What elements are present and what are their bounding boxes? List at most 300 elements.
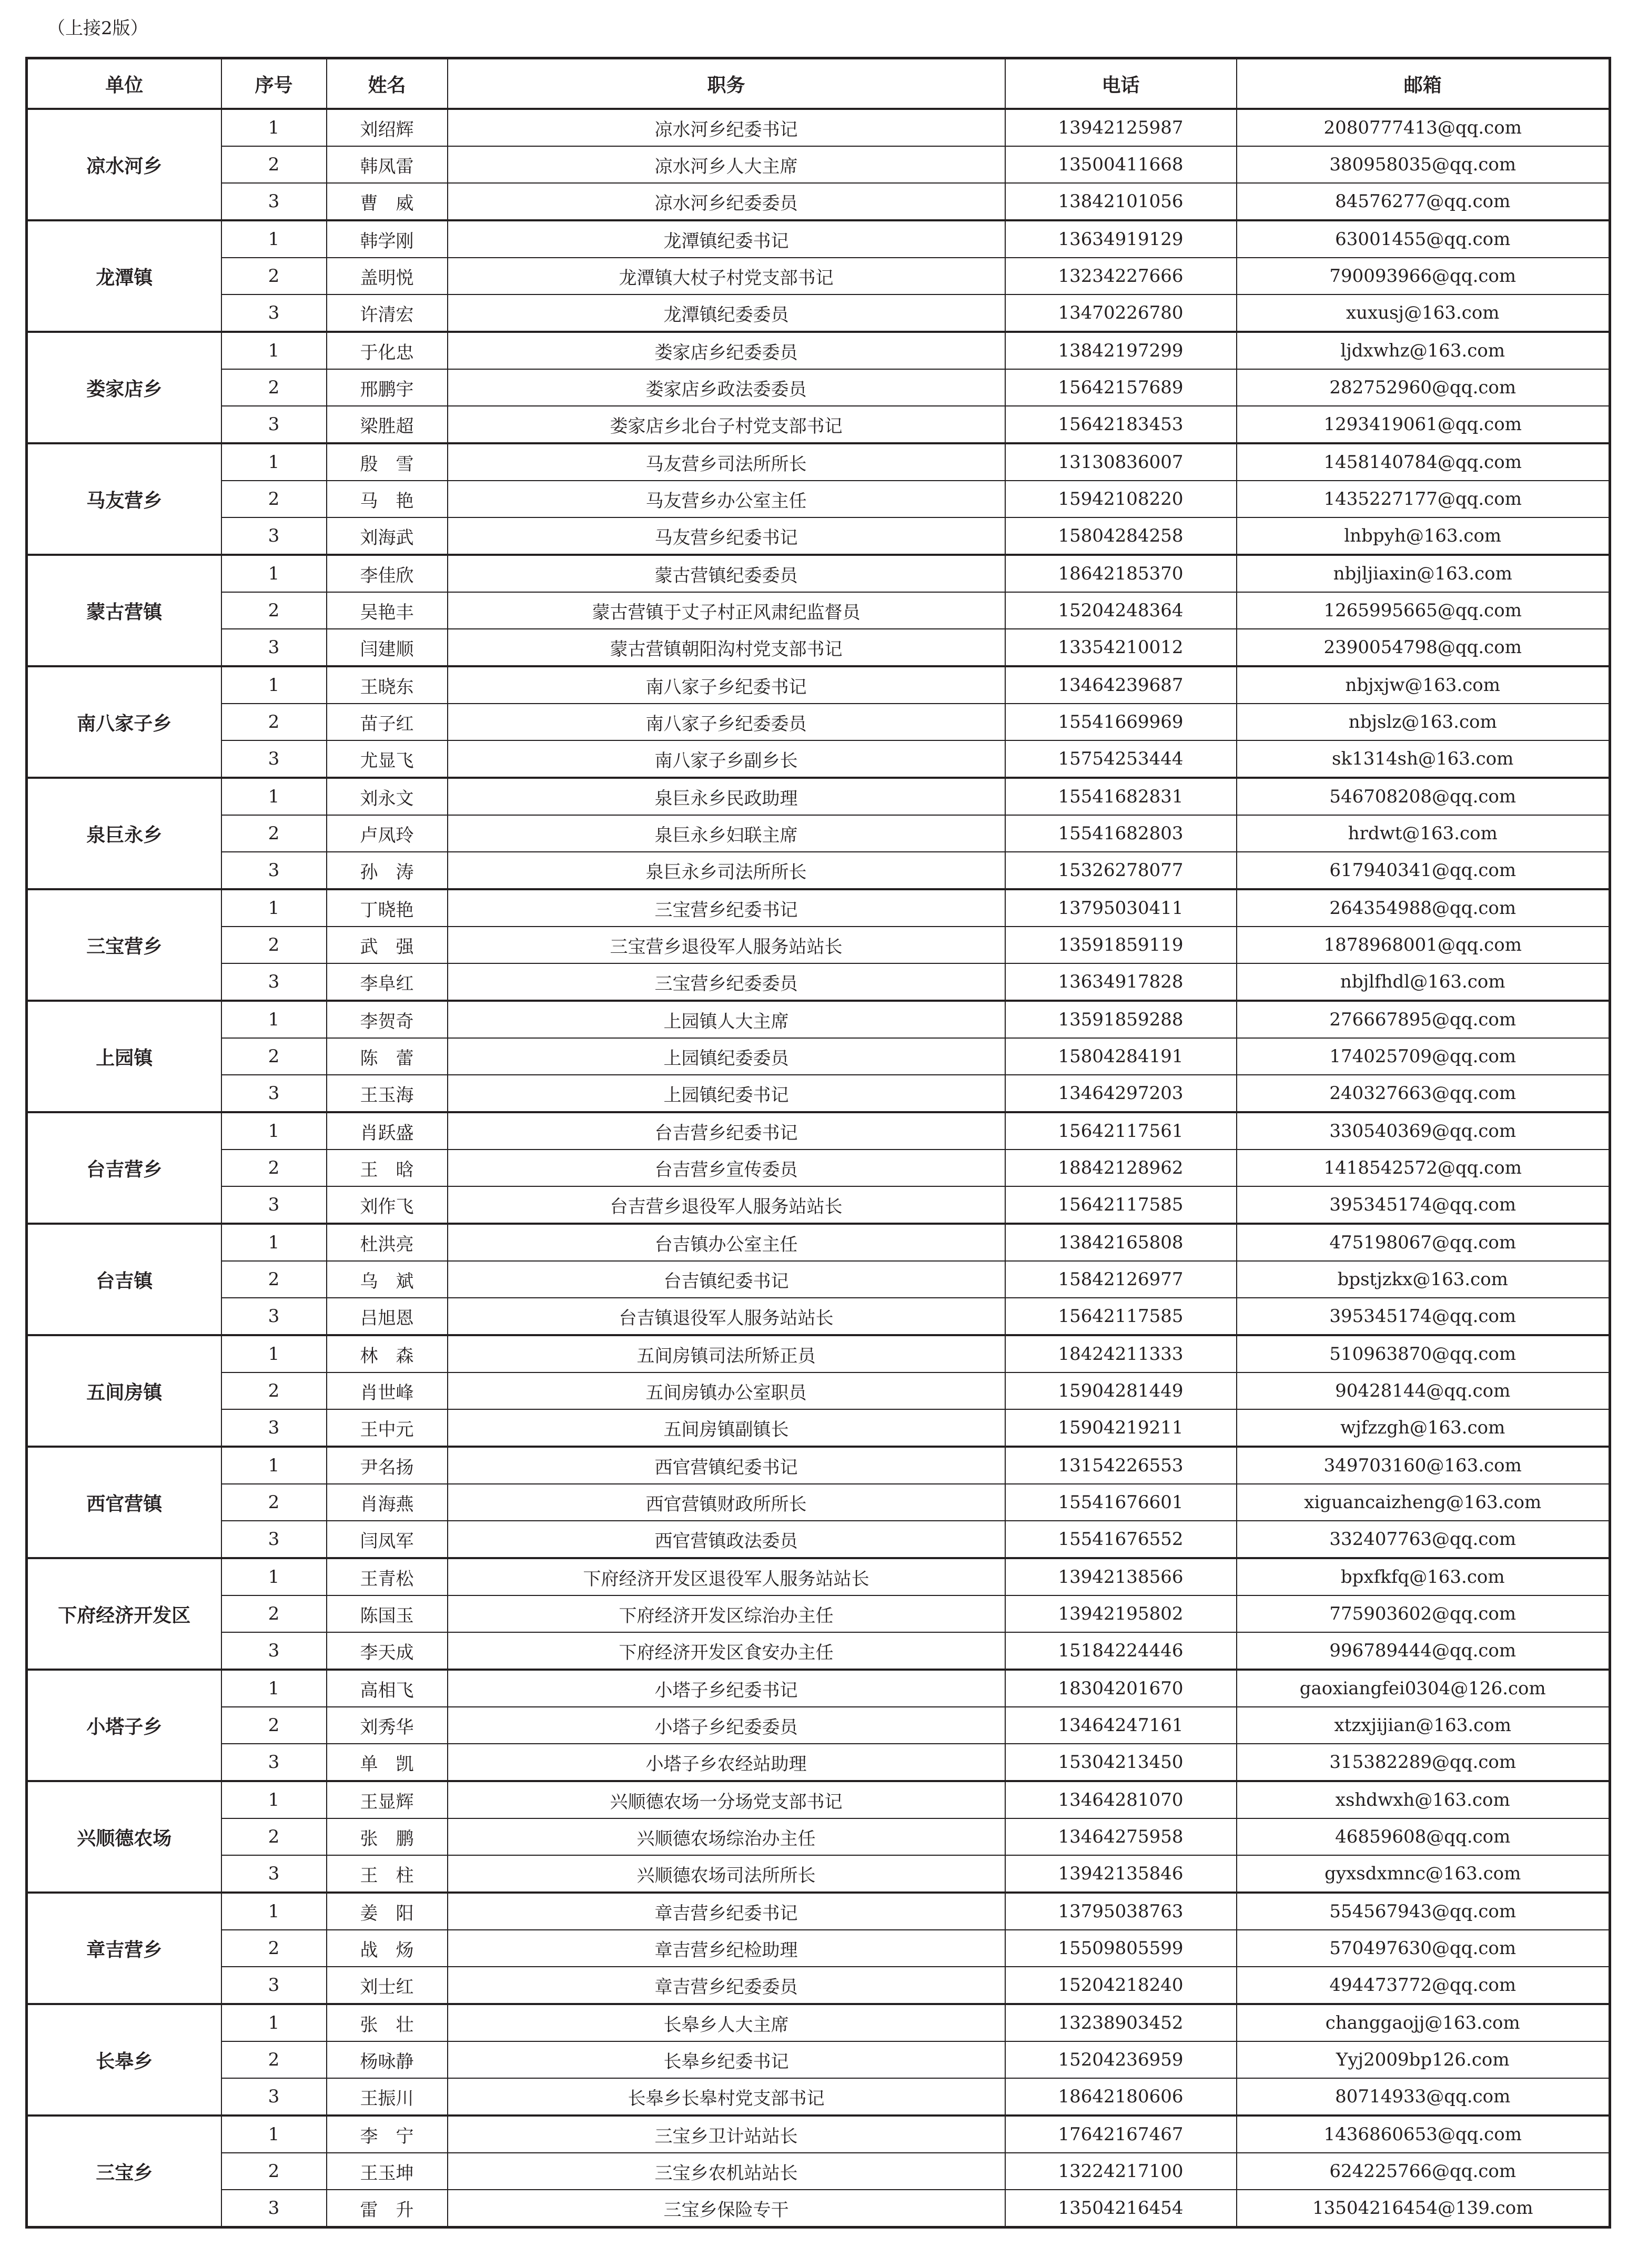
position-cell: 章吉营乡纪检助理	[448, 1930, 1005, 1967]
table-row	[27, 889, 1610, 927]
email-cell: 510963870@qq.com	[1237, 1335, 1610, 1372]
position-cell: 龙潭镇纪委书记	[448, 220, 1005, 258]
position-cell: 南八家子乡纪委书记	[448, 666, 1005, 704]
unit-cell: 西官营镇	[27, 1447, 221, 1558]
position-cell: 泉巨永乡妇联主席	[448, 815, 1005, 852]
position-cell: 泉巨永乡民政助理	[448, 778, 1005, 815]
phone-cell: 15204236959	[1005, 2041, 1237, 2078]
phone-cell: 15904281449	[1005, 1372, 1237, 1409]
name-cell: 杨咏静	[327, 2041, 448, 2078]
name-cell: 卢凤玲	[327, 815, 448, 852]
name-cell: 曹 威	[327, 183, 448, 220]
header-position: 职务	[448, 58, 1005, 109]
position-cell: 马友营乡司法所所长	[448, 443, 1005, 481]
table-row	[27, 481, 1610, 517]
phone-cell: 13238903452	[1005, 2004, 1237, 2041]
email-cell: 494473772@qq.com	[1237, 1967, 1610, 2004]
phone-cell: 15204218240	[1005, 1967, 1237, 2004]
header-email: 邮箱	[1237, 58, 1610, 109]
table-row	[27, 369, 1610, 406]
name-cell: 高相飞	[327, 1670, 448, 1707]
name-cell: 刘作飞	[327, 1186, 448, 1224]
unit-cell: 南八家子乡	[27, 666, 221, 778]
name-cell: 马 艳	[327, 481, 448, 517]
name-cell: 孙 涛	[327, 852, 448, 889]
phone-cell: 13842197299	[1005, 332, 1237, 369]
phone-cell: 17642167467	[1005, 2116, 1237, 2153]
position-cell: 章吉营乡纪委书记	[448, 1893, 1005, 1930]
seq-cell: 2	[221, 481, 327, 517]
position-cell: 台吉镇退役军人服务站站长	[448, 1298, 1005, 1335]
phone-cell: 15804284258	[1005, 517, 1237, 555]
name-cell: 王晓东	[327, 666, 448, 704]
name-cell: 尹名扬	[327, 1447, 448, 1484]
table-row	[27, 2116, 1610, 2153]
phone-cell: 13842101056	[1005, 183, 1237, 220]
email-cell: 13504216454@139.com	[1237, 2190, 1610, 2228]
seq-cell: 1	[221, 1335, 327, 1372]
phone-cell: 15541669969	[1005, 704, 1237, 740]
position-cell: 下府经济开发区食安办主任	[448, 1632, 1005, 1670]
email-cell: xiguancaizheng@163.com	[1237, 1484, 1610, 1521]
table-row	[27, 1298, 1610, 1335]
unit-cell: 三宝乡	[27, 2116, 221, 2228]
phone-cell: 15642117585	[1005, 1186, 1237, 1224]
name-cell: 李天成	[327, 1632, 448, 1670]
seq-cell: 2	[221, 1261, 327, 1298]
seq-cell: 1	[221, 1670, 327, 1707]
name-cell: 李阜红	[327, 963, 448, 1001]
position-cell: 小塔子乡农经站助理	[448, 1744, 1005, 1781]
position-cell: 台吉镇办公室主任	[448, 1224, 1005, 1261]
position-cell: 兴顺德农场司法所所长	[448, 1855, 1005, 1893]
seq-cell: 3	[221, 183, 327, 220]
seq-cell: 3	[221, 1186, 327, 1224]
email-cell: bpstjzkx@163.com	[1237, 1261, 1610, 1298]
unit-cell: 下府经济开发区	[27, 1558, 221, 1670]
name-cell: 韩凤雷	[327, 146, 448, 183]
table-row	[27, 1409, 1610, 1447]
contact-table	[25, 57, 1611, 2229]
name-cell: 单 凯	[327, 1744, 448, 1781]
table-row	[27, 963, 1610, 1001]
position-cell: 下府经济开发区退役军人服务站站长	[448, 1558, 1005, 1595]
email-cell: gaoxiangfei0304@126.com	[1237, 1670, 1610, 1707]
email-cell: 349703160@163.com	[1237, 1447, 1610, 1484]
position-cell: 小塔子乡纪委委员	[448, 1707, 1005, 1744]
email-cell: 174025709@qq.com	[1237, 1038, 1610, 1075]
name-cell: 姜 阳	[327, 1893, 448, 1930]
table-row	[27, 1893, 1610, 1930]
phone-cell: 13464275958	[1005, 1818, 1237, 1855]
email-cell: 332407763@qq.com	[1237, 1521, 1610, 1558]
unit-cell: 娄家店乡	[27, 332, 221, 443]
name-cell: 王 柱	[327, 1855, 448, 1893]
seq-cell: 1	[221, 2116, 327, 2153]
phone-cell: 15642183453	[1005, 406, 1237, 443]
name-cell: 张 鹏	[327, 1818, 448, 1855]
seq-cell: 3	[221, 1075, 327, 1112]
email-cell: 240327663@qq.com	[1237, 1075, 1610, 1112]
phone-cell: 13464247161	[1005, 1707, 1237, 1744]
header-name: 姓名	[327, 58, 448, 109]
email-cell: 282752960@qq.com	[1237, 369, 1610, 406]
phone-cell: 15304213450	[1005, 1744, 1237, 1781]
name-cell: 刘海武	[327, 517, 448, 555]
table-row	[27, 294, 1610, 332]
name-cell: 林 森	[327, 1335, 448, 1372]
position-cell: 三宝乡保险专干	[448, 2190, 1005, 2228]
phone-cell: 13504216454	[1005, 2190, 1237, 2228]
phone-cell: 13942195802	[1005, 1595, 1237, 1632]
phone-cell: 15754253444	[1005, 740, 1237, 778]
table-row	[27, 815, 1610, 852]
position-cell: 台吉营乡退役军人服务站站长	[448, 1186, 1005, 1224]
phone-cell: 13842165808	[1005, 1224, 1237, 1261]
email-cell: 315382289@qq.com	[1237, 1744, 1610, 1781]
seq-cell: 2	[221, 927, 327, 963]
unit-cell: 上园镇	[27, 1001, 221, 1112]
phone-cell: 15642117585	[1005, 1298, 1237, 1335]
name-cell: 王玉海	[327, 1075, 448, 1112]
position-cell: 长皋乡长皋村党支部书记	[448, 2078, 1005, 2116]
seq-cell: 1	[221, 1224, 327, 1261]
phone-cell: 15804284191	[1005, 1038, 1237, 1075]
name-cell: 王振川	[327, 2078, 448, 2116]
email-cell: 475198067@qq.com	[1237, 1224, 1610, 1261]
name-cell: 王 晗	[327, 1150, 448, 1186]
table-row	[27, 629, 1610, 666]
seq-cell: 2	[221, 704, 327, 740]
seq-cell: 3	[221, 1632, 327, 1670]
seq-cell: 3	[221, 1521, 327, 1558]
position-cell: 上园镇人大主席	[448, 1001, 1005, 1038]
position-cell: 娄家店乡纪委委员	[448, 332, 1005, 369]
position-cell: 南八家子乡副乡长	[448, 740, 1005, 778]
seq-cell: 2	[221, 2153, 327, 2190]
table-row	[27, 2190, 1610, 2228]
table-row	[27, 220, 1610, 258]
position-cell: 凉水河乡人大主席	[448, 146, 1005, 183]
table-row	[27, 1558, 1610, 1595]
phone-cell: 15942108220	[1005, 481, 1237, 517]
position-cell: 章吉营乡纪委委员	[448, 1967, 1005, 2004]
seq-cell: 3	[221, 852, 327, 889]
table-row	[27, 1224, 1610, 1261]
seq-cell: 3	[221, 294, 327, 332]
name-cell: 韩学刚	[327, 220, 448, 258]
position-cell: 西官营镇政法委员	[448, 1521, 1005, 1558]
table-row	[27, 109, 1610, 146]
table-row	[27, 1855, 1610, 1893]
name-cell: 雷 升	[327, 2190, 448, 2228]
name-cell: 乌 斌	[327, 1261, 448, 1298]
table-row	[27, 1707, 1610, 1744]
unit-cell: 台吉镇	[27, 1224, 221, 1335]
seq-cell: 3	[221, 517, 327, 555]
phone-cell: 13234227666	[1005, 258, 1237, 294]
unit-cell: 马友营乡	[27, 443, 221, 555]
email-cell: 1435227177@qq.com	[1237, 481, 1610, 517]
table-row	[27, 1447, 1610, 1484]
name-cell: 闫建顺	[327, 629, 448, 666]
seq-cell: 1	[221, 109, 327, 146]
table-row	[27, 927, 1610, 963]
seq-cell: 1	[221, 332, 327, 369]
table-row	[27, 1335, 1610, 1372]
email-cell: 1265995665@qq.com	[1237, 592, 1610, 629]
email-cell: gyxsdxmnc@163.com	[1237, 1855, 1610, 1893]
position-cell: 龙潭镇纪委委员	[448, 294, 1005, 332]
email-cell: 775903602@qq.com	[1237, 1595, 1610, 1632]
unit-cell: 长皋乡	[27, 2004, 221, 2116]
position-cell: 五间房镇司法所矫正员	[448, 1335, 1005, 1372]
email-cell: lnbpyh@163.com	[1237, 517, 1610, 555]
position-cell: 马友营乡纪委书记	[448, 517, 1005, 555]
phone-cell: 15184224446	[1005, 1632, 1237, 1670]
name-cell: 张 壮	[327, 2004, 448, 2041]
table-row	[27, 1038, 1610, 1075]
email-cell: 90428144@qq.com	[1237, 1372, 1610, 1409]
email-cell: sk1314sh@163.com	[1237, 740, 1610, 778]
email-cell: changgaojj@163.com	[1237, 2004, 1610, 2041]
name-cell: 王显辉	[327, 1781, 448, 1818]
unit-cell: 章吉营乡	[27, 1893, 221, 2004]
table-row	[27, 2078, 1610, 2116]
table-row	[27, 592, 1610, 629]
phone-cell: 13224217100	[1005, 2153, 1237, 2190]
table-row	[27, 1632, 1610, 1670]
name-cell: 王中元	[327, 1409, 448, 1447]
position-cell: 南八家子乡纪委委员	[448, 704, 1005, 740]
table-row	[27, 183, 1610, 220]
position-cell: 娄家店乡北台子村党支部书记	[448, 406, 1005, 443]
seq-cell: 2	[221, 815, 327, 852]
email-cell: 1418542572@qq.com	[1237, 1150, 1610, 1186]
position-cell: 西官营镇纪委书记	[448, 1447, 1005, 1484]
position-cell: 下府经济开发区综治办主任	[448, 1595, 1005, 1632]
phone-cell: 18642185370	[1005, 555, 1237, 592]
name-cell: 许清宏	[327, 294, 448, 332]
name-cell: 尤显飞	[327, 740, 448, 778]
seq-cell: 2	[221, 2041, 327, 2078]
email-cell: 1293419061@qq.com	[1237, 406, 1610, 443]
seq-cell: 2	[221, 1038, 327, 1075]
name-cell: 肖世峰	[327, 1372, 448, 1409]
seq-cell: 3	[221, 1409, 327, 1447]
position-cell: 蒙古营镇朝阳沟村党支部书记	[448, 629, 1005, 666]
name-cell: 苗子红	[327, 704, 448, 740]
seq-cell: 1	[221, 1781, 327, 1818]
email-cell: 395345174@qq.com	[1237, 1298, 1610, 1335]
table-row	[27, 2041, 1610, 2078]
name-cell: 丁晓艳	[327, 889, 448, 927]
name-cell: 李 宁	[327, 2116, 448, 2153]
position-cell: 台吉营乡纪委书记	[448, 1112, 1005, 1150]
unit-cell: 泉巨永乡	[27, 778, 221, 889]
seq-cell: 2	[221, 1930, 327, 1967]
seq-cell: 2	[221, 146, 327, 183]
seq-cell: 2	[221, 258, 327, 294]
email-cell: xtzxjijian@163.com	[1237, 1707, 1610, 1744]
email-cell: 624225766@qq.com	[1237, 2153, 1610, 2190]
name-cell: 刘秀华	[327, 1707, 448, 1744]
phone-cell: 15541676601	[1005, 1484, 1237, 1521]
seq-cell: 3	[221, 629, 327, 666]
phone-cell: 18424211333	[1005, 1335, 1237, 1372]
name-cell: 刘绍辉	[327, 109, 448, 146]
name-cell: 刘永文	[327, 778, 448, 815]
email-cell: xshdwxh@163.com	[1237, 1781, 1610, 1818]
phone-cell: 15842126977	[1005, 1261, 1237, 1298]
phone-cell: 15541682803	[1005, 815, 1237, 852]
name-cell: 肖跃盛	[327, 1112, 448, 1150]
seq-cell: 1	[221, 778, 327, 815]
seq-cell: 3	[221, 1967, 327, 2004]
phone-cell: 15326278077	[1005, 852, 1237, 889]
email-cell: 276667895@qq.com	[1237, 1001, 1610, 1038]
email-cell: 1878968001@qq.com	[1237, 927, 1610, 963]
email-cell: ljdxwhz@163.com	[1237, 332, 1610, 369]
table-row	[27, 1372, 1610, 1409]
name-cell: 杜洪亮	[327, 1224, 448, 1261]
table-row	[27, 1186, 1610, 1224]
phone-cell: 13464297203	[1005, 1075, 1237, 1112]
continued-note: （上接2版）	[47, 18, 148, 39]
phone-cell: 15642157689	[1005, 369, 1237, 406]
phone-cell: 13795030411	[1005, 889, 1237, 927]
table-row	[27, 1075, 1610, 1112]
phone-cell: 15904219211	[1005, 1409, 1237, 1447]
seq-cell: 3	[221, 963, 327, 1001]
table-row	[27, 1261, 1610, 1298]
position-cell: 凉水河乡纪委书记	[448, 109, 1005, 146]
email-cell: 80714933@qq.com	[1237, 2078, 1610, 2116]
name-cell: 刘士红	[327, 1967, 448, 2004]
name-cell: 吕旭恩	[327, 1298, 448, 1335]
seq-cell: 2	[221, 1707, 327, 1744]
email-cell: 1436860653@qq.com	[1237, 2116, 1610, 2153]
phone-cell: 13591859288	[1005, 1001, 1237, 1038]
position-cell: 凉水河乡纪委委员	[448, 183, 1005, 220]
name-cell: 闫凤军	[327, 1521, 448, 1558]
email-cell: bpxfkfq@163.com	[1237, 1558, 1610, 1595]
email-cell: xuxusj@163.com	[1237, 294, 1610, 332]
position-cell: 台吉镇纪委书记	[448, 1261, 1005, 1298]
email-cell: 554567943@qq.com	[1237, 1893, 1610, 1930]
email-cell: 2080777413@qq.com	[1237, 109, 1610, 146]
seq-cell: 2	[221, 1818, 327, 1855]
seq-cell: 3	[221, 1744, 327, 1781]
position-cell: 蒙古营镇于丈子村正风肃纪监督员	[448, 592, 1005, 629]
seq-cell: 1	[221, 443, 327, 481]
phone-cell: 13130836007	[1005, 443, 1237, 481]
seq-cell: 1	[221, 1112, 327, 1150]
phone-cell: 13500411668	[1005, 146, 1237, 183]
table-row	[27, 1744, 1610, 1781]
name-cell: 肖海燕	[327, 1484, 448, 1521]
unit-cell: 五间房镇	[27, 1335, 221, 1447]
table-row	[27, 704, 1610, 740]
position-cell: 泉巨永乡司法所所长	[448, 852, 1005, 889]
table-row	[27, 1150, 1610, 1186]
table-row	[27, 1112, 1610, 1150]
seq-cell: 1	[221, 2004, 327, 2041]
seq-cell: 1	[221, 1001, 327, 1038]
position-cell: 台吉营乡宣传委员	[448, 1150, 1005, 1186]
email-cell: nbjxjw@163.com	[1237, 666, 1610, 704]
table-row	[27, 1001, 1610, 1038]
table-row	[27, 258, 1610, 294]
seq-cell: 1	[221, 889, 327, 927]
position-cell: 三宝营乡退役军人服务站站长	[448, 927, 1005, 963]
position-cell: 龙潭镇大杖子村党支部书记	[448, 258, 1005, 294]
email-cell: 264354988@qq.com	[1237, 889, 1610, 927]
seq-cell: 2	[221, 1484, 327, 1521]
name-cell: 梁胜超	[327, 406, 448, 443]
email-cell: 380958035@qq.com	[1237, 146, 1610, 183]
table-body	[27, 109, 1610, 2228]
email-cell: 395345174@qq.com	[1237, 1186, 1610, 1224]
unit-cell: 小塔子乡	[27, 1670, 221, 1781]
seq-cell: 2	[221, 1372, 327, 1409]
phone-cell: 13942125987	[1005, 109, 1237, 146]
seq-cell: 3	[221, 1855, 327, 1893]
position-cell: 西官营镇财政所所长	[448, 1484, 1005, 1521]
position-cell: 小塔子乡纪委书记	[448, 1670, 1005, 1707]
email-cell: hrdwt@163.com	[1237, 815, 1610, 852]
seq-cell: 3	[221, 1298, 327, 1335]
name-cell: 陈国玉	[327, 1595, 448, 1632]
email-cell: 46859608@qq.com	[1237, 1818, 1610, 1855]
name-cell: 邢鹏宇	[327, 369, 448, 406]
table-row	[27, 146, 1610, 183]
table-row	[27, 1670, 1610, 1707]
unit-cell: 凉水河乡	[27, 109, 221, 220]
table-row	[27, 1521, 1610, 1558]
name-cell: 李佳欣	[327, 555, 448, 592]
table-row	[27, 1930, 1610, 1967]
unit-cell: 蒙古营镇	[27, 555, 221, 666]
position-cell: 五间房镇办公室职员	[448, 1372, 1005, 1409]
email-cell: 546708208@qq.com	[1237, 778, 1610, 815]
header-unit: 单位	[27, 58, 221, 109]
name-cell: 武 强	[327, 927, 448, 963]
position-cell: 娄家店乡政法委委员	[448, 369, 1005, 406]
email-cell: 570497630@qq.com	[1237, 1930, 1610, 1967]
name-cell: 殷 雪	[327, 443, 448, 481]
table-row	[27, 2153, 1610, 2190]
position-cell: 三宝营乡纪委委员	[448, 963, 1005, 1001]
unit-cell: 台吉营乡	[27, 1112, 221, 1224]
table-row	[27, 1484, 1610, 1521]
seq-cell: 1	[221, 555, 327, 592]
phone-cell: 13464239687	[1005, 666, 1237, 704]
position-cell: 蒙古营镇纪委委员	[448, 555, 1005, 592]
table-row	[27, 332, 1610, 369]
table-row	[27, 1781, 1610, 1818]
email-cell: Yyj2009bp126.com	[1237, 2041, 1610, 2078]
seq-cell: 3	[221, 406, 327, 443]
name-cell: 战 炀	[327, 1930, 448, 1967]
phone-cell: 13795038763	[1005, 1893, 1237, 1930]
phone-cell: 15204248364	[1005, 592, 1237, 629]
seq-cell: 1	[221, 1447, 327, 1484]
name-cell: 盖明悦	[327, 258, 448, 294]
phone-cell: 18304201670	[1005, 1670, 1237, 1707]
seq-cell: 1	[221, 1558, 327, 1595]
position-cell: 三宝乡卫计站站长	[448, 2116, 1005, 2153]
